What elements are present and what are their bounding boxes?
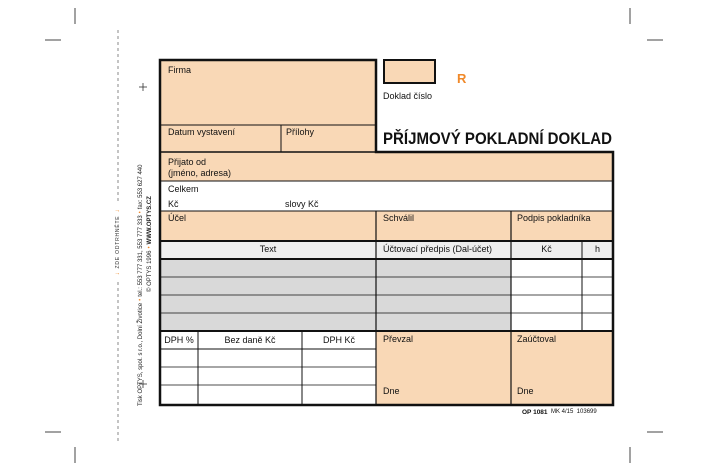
- entry-text-cell: [160, 295, 376, 313]
- entry-ucet-cell: [376, 295, 511, 313]
- datum-vystaveni-label: Datum vystavení: [168, 127, 236, 137]
- celkem-field: [160, 181, 613, 211]
- form-code: OP 1081: [522, 409, 548, 416]
- printer-phone: tel.: 553 777 331, 553 777 333: [138, 215, 144, 297]
- slovy-kc-label: slovy Kč: [285, 199, 319, 209]
- entry-ucet-cell: [376, 313, 511, 331]
- copyright-text: © OPTYS 1996: [147, 250, 153, 292]
- prijato-od-label: Přijato od: [168, 157, 207, 167]
- vat-column-header: DPH Kč: [322, 335, 355, 345]
- bullet-icon: •: [138, 211, 144, 214]
- copyright-imprint: [146, 192, 154, 292]
- prilohy-label: Přílohy: [286, 127, 315, 137]
- tear-arrow-icon: ↓: [115, 271, 121, 276]
- ucel-label: Účel: [168, 213, 187, 223]
- tear-text: ZDE ODTRHNĚTE: [115, 215, 121, 269]
- entry-text-cell: [160, 313, 376, 331]
- podpis-pokladnika-label: Podpis pokladníka: [517, 213, 591, 223]
- schvalil-field: [376, 211, 511, 241]
- column-header: Účtovací předpis (Dal-účet): [383, 244, 493, 254]
- printer-imprint: [137, 110, 145, 406]
- prevzal-dne-label: Dne: [383, 386, 400, 396]
- dph-header-percent: [160, 331, 198, 349]
- firma-label: Firma: [168, 65, 191, 75]
- doklad-cislo-box: [383, 59, 436, 84]
- prijato-od-sublabel: (jméno, adresa): [168, 168, 232, 178]
- entry-amount-cell: [511, 259, 613, 277]
- entry-ucet-cell: [376, 259, 511, 277]
- celkem-label: Celkem: [168, 184, 199, 194]
- column-header: Text: [259, 244, 277, 254]
- prevzal-label: Převzal: [383, 334, 414, 344]
- schvalil-label: Schválil: [383, 213, 415, 223]
- zauctoval-label: Zaúčtoval: [517, 334, 557, 344]
- form-title: PŘÍJMOVÝ POKLADNÍ DOKLAD: [383, 129, 613, 148]
- entries-header-h: [582, 241, 613, 259]
- website-text: WWW.OPTYS.CZ: [147, 196, 153, 245]
- bullet-icon: •: [147, 246, 153, 249]
- entry-amount-cell: [511, 313, 613, 331]
- prevzal-field: [376, 331, 511, 405]
- entries-header-ucet: [376, 241, 511, 259]
- printer-fax: fax: 553 627 440: [138, 164, 144, 210]
- entry-text-cell: [160, 259, 376, 277]
- prijato-od-field: [160, 152, 613, 181]
- series-mark: R: [457, 71, 467, 86]
- bullet-icon: •: [138, 298, 144, 301]
- dph-header-base: [198, 331, 302, 349]
- entry-text-cell: [160, 277, 376, 295]
- tear-arrow-icon: ↓: [115, 208, 121, 213]
- firma-field: [160, 60, 376, 125]
- entries-header-kc: [511, 241, 582, 259]
- registration-plus-icon: [139, 83, 147, 91]
- dph-rows: [160, 349, 376, 405]
- column-header: Kč: [541, 244, 552, 254]
- tear-here-label: [114, 203, 123, 281]
- entries-header-text: [160, 241, 376, 259]
- ucel-field: [160, 211, 376, 241]
- prilohy-field: [281, 125, 376, 152]
- zauctoval-field: [511, 331, 613, 405]
- printer-name: Tisk OPTYS, spol. s r.o., Dolní Životice: [138, 302, 144, 406]
- kc-label: Kč: [168, 199, 179, 209]
- entry-ucet-cell: [376, 277, 511, 295]
- entry-amount-cell: [511, 295, 613, 313]
- doklad-cislo-label: Doklad číslo: [383, 91, 433, 101]
- vat-column-header: DPH %: [164, 335, 194, 345]
- podpis-pokladnika-field: [511, 211, 613, 241]
- entry-amount-cell: [511, 277, 613, 295]
- print-reference: MK 4/15 103699: [551, 409, 597, 415]
- zauctoval-dne-label: Dne: [517, 386, 534, 396]
- column-header: h: [594, 244, 600, 254]
- datum-vystaveni-field: [160, 125, 281, 152]
- vat-column-header: Bez daně Kč: [224, 335, 276, 345]
- dph-header-vat: [302, 331, 376, 349]
